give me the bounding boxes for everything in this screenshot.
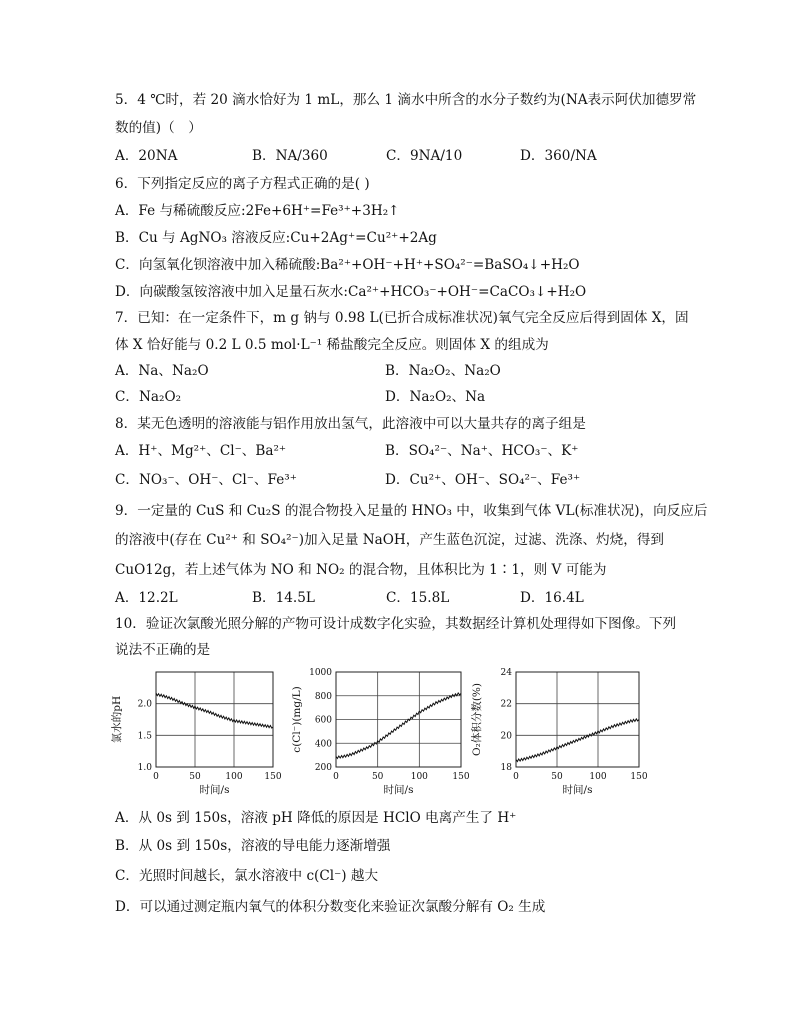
x-tick-label: 150 bbox=[264, 772, 282, 782]
q9-option-c: C．15.8L bbox=[386, 590, 450, 606]
q6-option-d: D．向碳酸氢铵溶液中加入足量石灰水:Ca²⁺+HCO₃⁻+OH⁻=CaCO₃↓+H₂O bbox=[115, 284, 587, 300]
q10-option-a: A．从 0s 到 150s，溶液 pH 降低的原因是 HClO 电离产生了 H⁺ bbox=[115, 810, 517, 826]
x-tick-label: 0 bbox=[153, 772, 159, 782]
q6-option-a: A．Fe 与稀硫酸反应:2Fe+6H⁺=Fe³⁺+3H₂↑ bbox=[115, 203, 400, 219]
q5-option-b: B．NA/360 bbox=[252, 148, 328, 164]
x-axis-label: 时间/s bbox=[199, 784, 230, 796]
x-axis-label: 时间/s bbox=[562, 784, 593, 796]
y-tick-label: 200 bbox=[314, 763, 332, 773]
plot-frame bbox=[516, 672, 639, 767]
q7-option-c: C．Na₂O₂ bbox=[115, 389, 182, 405]
q10-stem-line1: 10．验证次氯酸光照分解的产物可设计成数字化实验，其数据经计算机处理得如下图像。下列 bbox=[115, 616, 677, 632]
q8-option-b: B．SO₄²⁻、Na⁺、HCO₃⁻、K⁺ bbox=[385, 443, 579, 459]
oxygen-fraction-chart bbox=[470, 662, 650, 802]
ph-chart bbox=[110, 662, 290, 802]
x-tick-label: 100 bbox=[589, 772, 607, 782]
q10-option-b: B．从 0s 到 150s，溶液的导电能力逐渐增强 bbox=[115, 838, 391, 854]
q5-option-d: D．360/NA bbox=[520, 148, 597, 164]
x-tick-label: 100 bbox=[225, 772, 243, 782]
q5-stem-line2: 数的值)（ ） bbox=[115, 120, 202, 136]
q9-stem-line1: 9．一定量的 CuS 和 Cu₂S 的混合物投入足量的 HNO₃ 中，收集到气体 VL(标准状况)，向反应后 bbox=[115, 503, 708, 519]
x-tick-label: 0 bbox=[333, 772, 339, 782]
q6-option-c: C．向氢氧化钡溶液中加入稀硫酸:Ba²⁺+OH⁻+H⁺+SO₄²⁻=BaSO₄↓+H₂O bbox=[115, 257, 580, 273]
q10-option-c: C．光照时间越长，氯水溶液中 c(Cl⁻) 越大 bbox=[115, 868, 379, 884]
y-tick-label: 1.0 bbox=[137, 763, 152, 773]
q7-option-d: D．Na₂O₂、Na bbox=[385, 389, 486, 405]
y-axis-label: c(Cl⁻)(mg/L) bbox=[291, 686, 303, 753]
y-tick-label: 800 bbox=[314, 691, 332, 702]
x-tick-label: 150 bbox=[452, 772, 470, 782]
q9-stem-line3: CuO12g，若上述气体为 NO 和 NO₂ 的混合物，且体积比为 1∶1，则 V 可能为 bbox=[115, 562, 607, 578]
data-series-line bbox=[516, 719, 639, 762]
data-series-line bbox=[156, 693, 273, 728]
q9-option-a: A．12.2L bbox=[115, 590, 178, 606]
x-axis-label: 时间/s bbox=[383, 784, 414, 796]
y-tick-label: 20 bbox=[500, 731, 512, 742]
q7-stem-line2: 体 X 恰好能与 0.2 L 0.5 mol·L⁻¹ 稀盐酸完全反应。则固体 X 的组成为 bbox=[115, 337, 549, 353]
x-tick-label: 100 bbox=[410, 772, 428, 782]
plot-frame bbox=[156, 672, 273, 767]
q10-option-d: D．可以通过测定瓶内氧气的体积分数变化来验证次氯酸分解有 O₂ 生成 bbox=[115, 899, 546, 915]
data-series-line bbox=[336, 693, 461, 758]
q5-stem-line1: 5．4 ℃时，若 20 滴水恰好为 1 mL，那么 1 滴水中所含的水分子数约为(NA表示阿伏加德罗常 bbox=[115, 92, 697, 108]
y-axis-label: O₂体积分数(%) bbox=[471, 683, 483, 756]
y-tick-label: 400 bbox=[314, 739, 332, 750]
x-tick-label: 150 bbox=[630, 772, 648, 782]
x-tick-label: 50 bbox=[189, 772, 201, 782]
q5-option-a: A．20NA bbox=[115, 148, 178, 164]
y-tick-label: 24 bbox=[500, 668, 512, 678]
y-tick-label: 22 bbox=[500, 699, 512, 710]
q8-stem: 8．某无色透明的溶液能与铝作用放出氢气，此溶液中可以大量共存的离子组是 bbox=[115, 416, 586, 432]
q8-option-c: C．NO₃⁻、OH⁻、Cl⁻、Fe³⁺ bbox=[115, 472, 297, 488]
q7-option-a: A．Na、Na₂O bbox=[115, 363, 209, 379]
y-tick-label: 1000 bbox=[309, 668, 332, 678]
chloride-concentration-chart bbox=[290, 662, 475, 802]
q8-option-a: A．H⁺、Mg²⁺、Cl⁻、Ba²⁺ bbox=[115, 443, 287, 459]
q7-stem-line1: 7．已知：在一定条件下，m g 钠与 0.98 L(已折合成标准状况)氧气完全反应后得到固体 X，固 bbox=[115, 310, 689, 326]
q8-option-d: D．Cu²⁺、OH⁻、SO₄²⁻、Fe³⁺ bbox=[385, 472, 581, 488]
y-tick-label: 18 bbox=[500, 763, 512, 773]
q6-stem: 6．下列指定反应的离子方程式正确的是( ) bbox=[115, 176, 370, 192]
q5-option-c: C．9NA/10 bbox=[386, 148, 463, 164]
y-tick-label: 600 bbox=[314, 715, 332, 726]
q6-option-b: B．Cu 与 AgNO₃ 溶液反应:Cu+2Ag⁺=Cu²⁺+2Ag bbox=[115, 230, 437, 246]
x-tick-label: 50 bbox=[551, 772, 563, 782]
y-tick-label: 1.5 bbox=[137, 731, 152, 742]
q9-stem-line2: 的溶液中(存在 Cu²⁺ 和 SO₄²⁻)加入足量 NaOH，产生蓝色沉淀，过滤、洗涤、灼烧，得到 bbox=[115, 532, 665, 548]
x-tick-label: 50 bbox=[371, 772, 384, 782]
q7-option-b: B．Na₂O₂、Na₂O bbox=[385, 363, 501, 379]
x-tick-label: 0 bbox=[513, 772, 519, 782]
q9-option-b: B．14.5L bbox=[252, 590, 315, 606]
q9-option-d: D．16.4L bbox=[520, 590, 584, 606]
y-tick-label: 2.0 bbox=[137, 699, 152, 710]
y-axis-label: 氯水的pH bbox=[111, 695, 123, 744]
q10-stem-line2: 说法不正确的是 bbox=[115, 642, 211, 658]
